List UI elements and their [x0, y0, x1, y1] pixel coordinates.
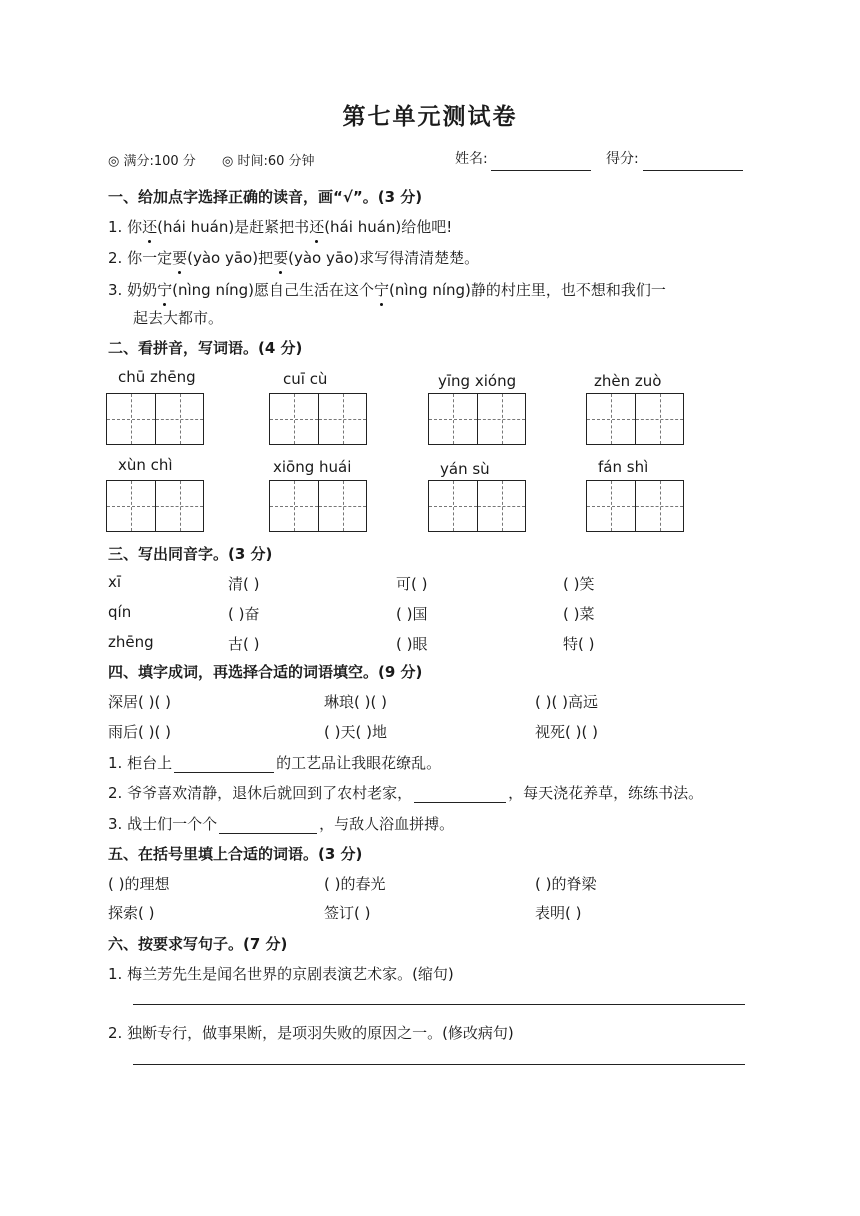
answer-blank[interactable] — [219, 817, 317, 834]
question-1-3: 3. 奶奶宁 (nìng níng)愿自己生活在这个宁 (nìng níng)静的村庄里，也不想和我们一 — [108, 279, 666, 300]
word-grid-2[interactable] — [269, 393, 367, 445]
answer-blank[interactable] — [414, 786, 506, 803]
pinyin-7: yán sù — [440, 460, 490, 478]
name-label: 姓名: — [455, 151, 488, 167]
homophone-blank[interactable]: ( )奋 — [228, 605, 260, 623]
homophone-blank[interactable]: ( )笑 — [563, 575, 595, 593]
section-5-heading: 五、在括号里填上合适的词语。(3 分) — [108, 845, 363, 863]
idiom-fill[interactable]: 雨后( )( ) — [108, 723, 171, 741]
pinyin-4: zhèn zuò — [594, 372, 662, 390]
pinyin-1: chū zhēng — [118, 368, 196, 386]
idiom-fill[interactable]: 深居( )( ) — [108, 693, 171, 711]
word-grid-7[interactable] — [428, 480, 526, 532]
homophone-pinyin: zhēng — [108, 633, 154, 651]
pinyin-3: yīng xióng — [438, 372, 517, 390]
fill-sentence-2: 2. 爷爷喜欢清静，退休后就回到了农村老家， ，每天浇花养草，练练书法。 — [108, 784, 704, 802]
answer-line-2[interactable] — [133, 1064, 745, 1065]
homophone-blank[interactable]: 可( ) — [396, 575, 428, 593]
section-4-heading: 四、填字成词，再选择合适的词语填空。(9 分) — [108, 663, 423, 681]
phrase-fill[interactable]: 探索( ) — [108, 904, 155, 922]
word-grid-3[interactable] — [428, 393, 526, 445]
name-field[interactable] — [491, 170, 591, 171]
phrase-fill[interactable]: 表明( ) — [535, 904, 582, 922]
rewrite-question-2: 2. 独断专行，做事果断，是项羽失败的原因之一。(修改病句) — [108, 1024, 514, 1042]
word-grid-4[interactable] — [586, 393, 684, 445]
word-grid-6[interactable] — [269, 480, 367, 532]
answer-blank[interactable] — [174, 756, 274, 773]
pinyin-8: fán shì — [598, 458, 649, 476]
fill-sentence-1: 1. 柜台上 的工艺品让我眼花缭乱。 — [108, 754, 442, 772]
pinyin-5: xùn chì — [118, 456, 173, 474]
page-title: 第七单元测试卷 — [342, 104, 518, 130]
homophone-pinyin: qín — [108, 603, 132, 621]
word-grid-5[interactable] — [106, 480, 204, 532]
phrase-fill[interactable]: ( )的春光 — [324, 875, 386, 893]
idiom-fill[interactable]: ( )天( )地 — [324, 723, 387, 741]
word-grid-1[interactable] — [106, 393, 204, 445]
section-6-heading: 六、按要求写句子。(7 分) — [108, 935, 288, 953]
phrase-fill[interactable]: ( )的理想 — [108, 875, 170, 893]
phrase-fill[interactable]: 签订( ) — [324, 904, 371, 922]
section-1-heading: 一、给加点字选择正确的读音，画“√”。(3 分) — [108, 188, 423, 206]
homophone-blank[interactable]: ( )菜 — [563, 605, 595, 623]
homophone-blank[interactable]: 清( ) — [228, 575, 260, 593]
homophone-pinyin: xī — [108, 573, 122, 591]
phrase-fill[interactable]: ( )的脊梁 — [535, 875, 597, 893]
score-label: 得分: — [606, 151, 639, 167]
section-3-heading: 三、写出同音字。(3 分) — [108, 545, 273, 563]
score-field[interactable] — [643, 170, 743, 171]
question-1-3-cont: 起去大都市。 — [133, 309, 224, 327]
section-2-heading: 二、看拼音，写词语。(4 分) — [108, 339, 303, 357]
homophone-blank[interactable]: 古( ) — [228, 635, 260, 653]
idiom-fill[interactable]: 琳琅( )( ) — [324, 693, 387, 711]
word-grid-8[interactable] — [586, 480, 684, 532]
question-1-2: 2. 你一定要 (yào yāo)把要 (yào yāo)求写得清清楚楚。 — [108, 247, 479, 268]
homophone-blank[interactable]: ( )国 — [396, 605, 428, 623]
full-score: ◎ 满分:100 分 — [108, 154, 196, 169]
pinyin-2: cuī cù — [283, 370, 328, 388]
fill-sentence-3: 3. 战士们一个个 ，与敌人浴血拼搏。 — [108, 815, 455, 833]
time-limit: ◎ 时间:60 分钟 — [222, 154, 315, 169]
idiom-fill[interactable]: ( )( )高远 — [535, 693, 598, 711]
homophone-blank[interactable]: 特( ) — [563, 635, 595, 653]
pinyin-6: xiōng huái — [273, 458, 352, 476]
homophone-blank[interactable]: ( )眼 — [396, 635, 428, 653]
rewrite-question-1: 1. 梅兰芳先生是闻名世界的京剧表演艺术家。(缩句) — [108, 965, 454, 983]
answer-line-1[interactable] — [133, 1004, 745, 1005]
idiom-fill[interactable]: 视死( )( ) — [535, 723, 598, 741]
question-1-1: 1. 你还 (hái huán)是赶紧把书还 (hái huán)给他吧! — [108, 216, 452, 237]
